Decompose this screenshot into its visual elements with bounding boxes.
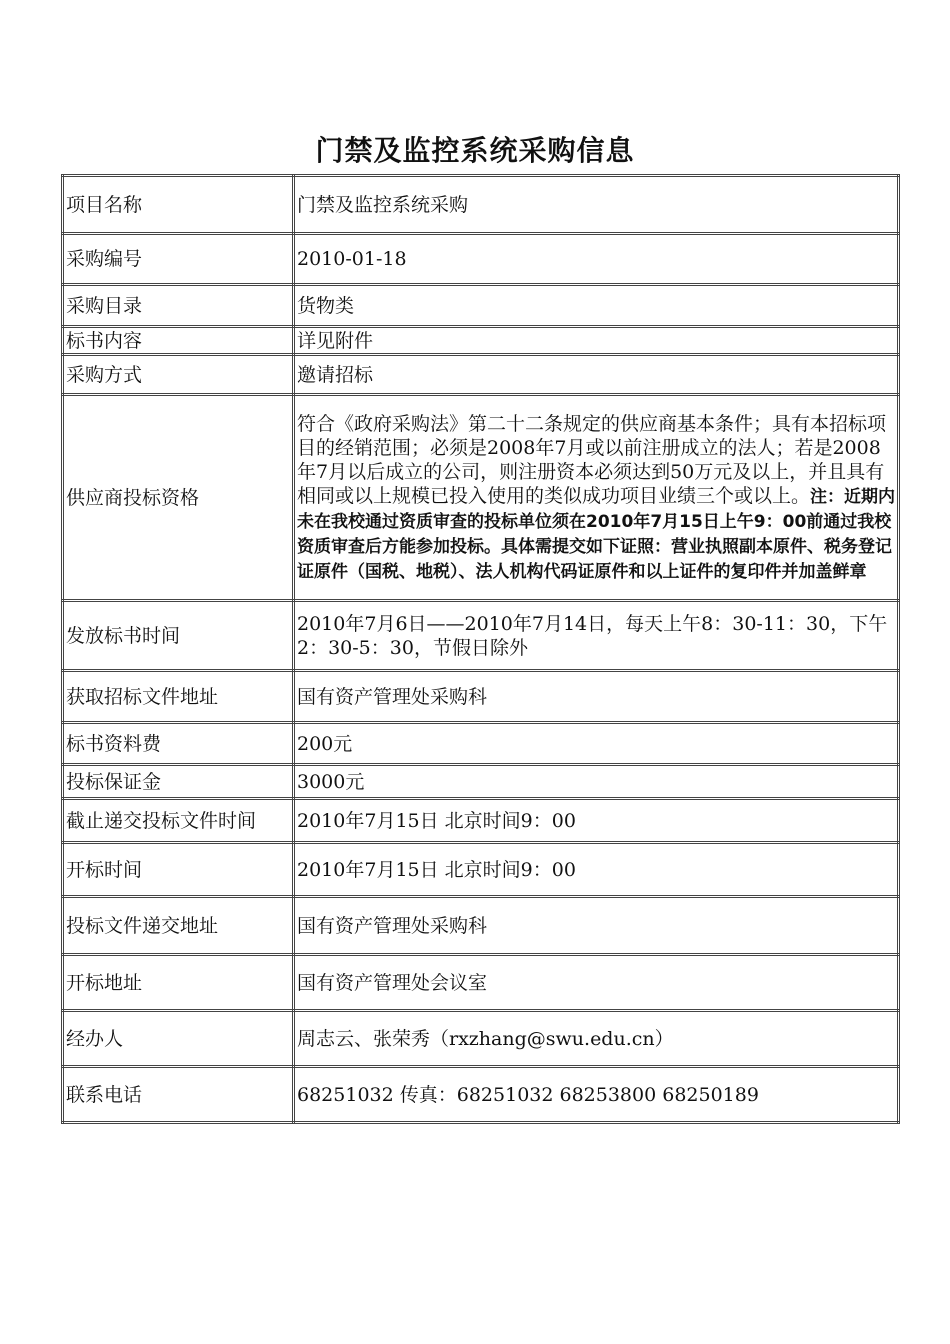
row-value: 3000元 (294, 765, 899, 799)
row-label: 采购方式 (63, 355, 294, 395)
row-label: 经办人 (63, 1011, 294, 1067)
row-label: 投标保证金 (63, 765, 294, 799)
row-label: 供应商投标资格 (63, 395, 294, 601)
row-label: 标书内容 (63, 327, 294, 355)
row-value: 门禁及监控系统采购 (294, 176, 899, 234)
row-value: 详见附件 (294, 327, 899, 355)
row-label: 项目名称 (63, 176, 294, 234)
table-row (63, 723, 899, 765)
row-value: 国有资产管理处采购科 (294, 897, 899, 955)
row-label: 采购目录 (63, 285, 294, 327)
row-value: 2010年7月15日 北京时间9：00 (294, 843, 899, 897)
table-row (63, 765, 899, 799)
row-value: 邀请招标 (294, 355, 899, 395)
table-row (63, 955, 899, 1011)
row-label: 标书资料费 (63, 723, 294, 765)
table-row (63, 355, 899, 395)
row-label: 投标文件递交地址 (63, 897, 294, 955)
procurement-info-table (61, 174, 900, 1124)
row-value: 68251032 传真：68251032 68253800 68250189 (294, 1067, 899, 1123)
table-row (63, 285, 899, 327)
row-value: 2010-01-18 (294, 234, 899, 285)
table-row (63, 1067, 899, 1123)
row-value: 2010年7月15日 北京时间9：00 (294, 799, 899, 843)
row-value: 货物类 (294, 285, 899, 327)
row-value: 2010年7月6日——2010年7月14日，每天上午8：30-11：30，下午2：30-5：30，节假日除外 (294, 601, 899, 671)
row-label: 开标时间 (63, 843, 294, 897)
table-row (63, 897, 899, 955)
table-row (63, 395, 899, 601)
row-label: 采购编号 (63, 234, 294, 285)
table-row (63, 799, 899, 843)
row-value: 国有资产管理处会议室 (294, 955, 899, 1011)
row-label: 开标地址 (63, 955, 294, 1011)
row-label: 获取招标文件地址 (63, 671, 294, 723)
row-label: 联系电话 (63, 1067, 294, 1123)
table-row (63, 176, 899, 234)
table-row (63, 327, 899, 355)
qualification-notice: 注：近期内未在我校通过资质审查的投标单位须在2010年7月15日上午9：00前通过我校资质审查后方能参加投标。具体需提交如下证照：营业执照副本原件、税务登记证原件（国税、地税）、法人机构代码证原件和以上证件的复印件并加盖鲜章 (297, 486, 896, 582)
qualification-text: 符合《政府采购法》第二十二条规定的供应商基本条件；具有本招标项目的经销范围；必须是2008年7月或以前注册成立的法人；若是2008年7月以后成立的公司，则注册资本必须达到50万元及以上，并且具有相同或以上规模已投入使用的类似成功项目业绩三个或以上。 (297, 412, 887, 507)
row-value: 周志云、张荣秀（rxzhang@swu.edu.cn） (294, 1011, 899, 1067)
row-value: 200元 (294, 723, 899, 765)
table-row (63, 1011, 899, 1067)
page-title: 门禁及监控系统采购信息 (315, 134, 635, 167)
table-row (63, 234, 899, 285)
qualification-cell (294, 395, 899, 601)
row-label: 发放标书时间 (63, 601, 294, 671)
table-row (63, 671, 899, 723)
table-row (63, 601, 899, 671)
row-label: 截止递交投标文件时间 (63, 799, 294, 843)
row-value: 国有资产管理处采购科 (294, 671, 899, 723)
table-row (63, 843, 899, 897)
